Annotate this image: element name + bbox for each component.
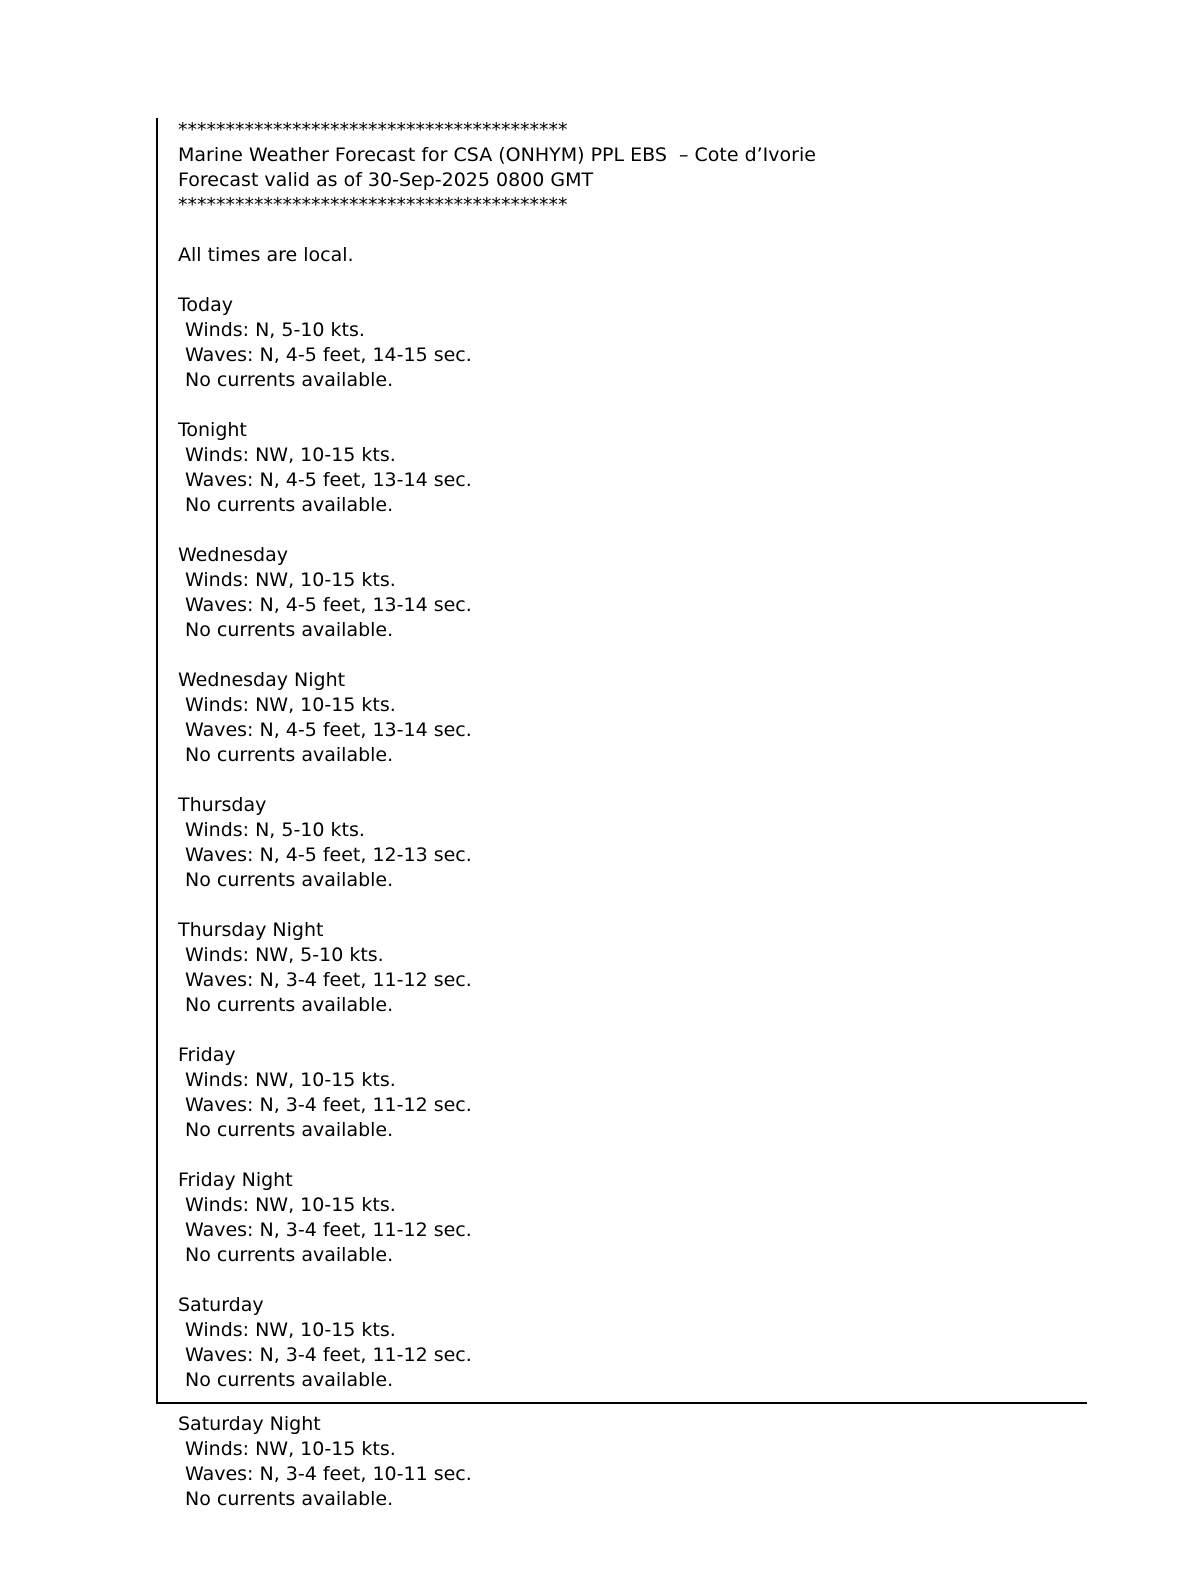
- winds-line: Winds: NW, 10-15 kts.: [185, 1319, 396, 1341]
- period-label: Saturday: [178, 1294, 264, 1316]
- period-label: Today: [178, 294, 233, 316]
- section-saturday: [178, 1293, 1087, 1393]
- asterisk-divider-top: *****************************************: [178, 119, 568, 141]
- currents-line: No currents available.: [185, 1488, 394, 1510]
- section-friday-night: [178, 1168, 1087, 1268]
- currents-line: No currents available.: [185, 1369, 394, 1391]
- currents-line: No currents available.: [185, 994, 394, 1016]
- winds-line: Winds: NW, 10-15 kts.: [185, 1194, 396, 1216]
- waves-line: Waves: N, 3-4 feet, 10-11 sec.: [185, 1463, 472, 1485]
- document-title: Marine Weather Forecast for CSA (ONHYM) PPL EBS – Cote d’Ivorie: [178, 144, 816, 166]
- winds-line: Winds: NW, 10-15 kts.: [185, 569, 396, 591]
- currents-line: No currents available.: [185, 1244, 394, 1266]
- page-text-frame: [156, 118, 1087, 1404]
- waves-line: Waves: N, 3-4 feet, 11-12 sec.: [185, 1219, 472, 1241]
- period-label: Saturday Night: [178, 1413, 321, 1435]
- waves-line: Waves: N, 4-5 feet, 14-15 sec.: [185, 344, 472, 366]
- blank-line: [178, 218, 1087, 243]
- section-saturday-night: [178, 1412, 1200, 1512]
- section-tonight: [178, 418, 1087, 518]
- waves-line: Waves: N, 4-5 feet, 12-13 sec.: [185, 844, 472, 866]
- waves-line: Waves: N, 4-5 feet, 13-14 sec.: [185, 719, 472, 741]
- waves-line: Waves: N, 4-5 feet, 13-14 sec.: [185, 594, 472, 616]
- forecast-valid-line: Forecast valid as of 30-Sep-2025 0800 GMT: [178, 169, 594, 191]
- period-label: Thursday Night: [178, 919, 324, 941]
- winds-line: Winds: NW, 10-15 kts.: [185, 1069, 396, 1091]
- winds-line: Winds: NW, 10-15 kts.: [185, 1438, 396, 1460]
- section-thursday-night: [178, 918, 1087, 1018]
- currents-line: No currents available.: [185, 494, 394, 516]
- document-page: [0, 118, 1200, 1512]
- section-wednesday: [178, 543, 1087, 643]
- blank-line: [178, 268, 1087, 293]
- local-times-note: All times are local.: [178, 244, 354, 266]
- currents-line: No currents available.: [185, 1119, 394, 1141]
- winds-line: Winds: N, 5-10 kts.: [185, 819, 365, 841]
- winds-line: Winds: NW, 5-10 kts.: [185, 944, 384, 966]
- period-label: Friday: [178, 1044, 236, 1066]
- winds-line: Winds: N, 5-10 kts.: [185, 319, 365, 341]
- period-label: Tonight: [178, 419, 247, 441]
- currents-line: No currents available.: [185, 744, 394, 766]
- period-label: Thursday: [178, 794, 267, 816]
- asterisk-divider-bottom: *****************************************: [178, 194, 568, 216]
- winds-line: Winds: NW, 10-15 kts.: [185, 694, 396, 716]
- section-wednesday-night: [178, 668, 1087, 768]
- waves-line: Waves: N, 4-5 feet, 13-14 sec.: [185, 469, 472, 491]
- section-friday: [178, 1043, 1087, 1143]
- currents-line: No currents available.: [185, 369, 394, 391]
- section-thursday: [178, 793, 1087, 893]
- waves-line: Waves: N, 3-4 feet, 11-12 sec.: [185, 969, 472, 991]
- period-label: Wednesday Night: [178, 669, 346, 691]
- period-label: Wednesday: [178, 544, 289, 566]
- waves-line: Waves: N, 3-4 feet, 11-12 sec.: [185, 1094, 472, 1116]
- currents-line: No currents available.: [185, 619, 394, 641]
- winds-line: Winds: NW, 10-15 kts.: [185, 444, 396, 466]
- currents-line: No currents available.: [185, 869, 394, 891]
- overflow-content: [178, 1412, 1200, 1512]
- section-today: [178, 293, 1087, 393]
- period-label: Friday Night: [178, 1169, 293, 1191]
- waves-line: Waves: N, 3-4 feet, 11-12 sec.: [185, 1344, 472, 1366]
